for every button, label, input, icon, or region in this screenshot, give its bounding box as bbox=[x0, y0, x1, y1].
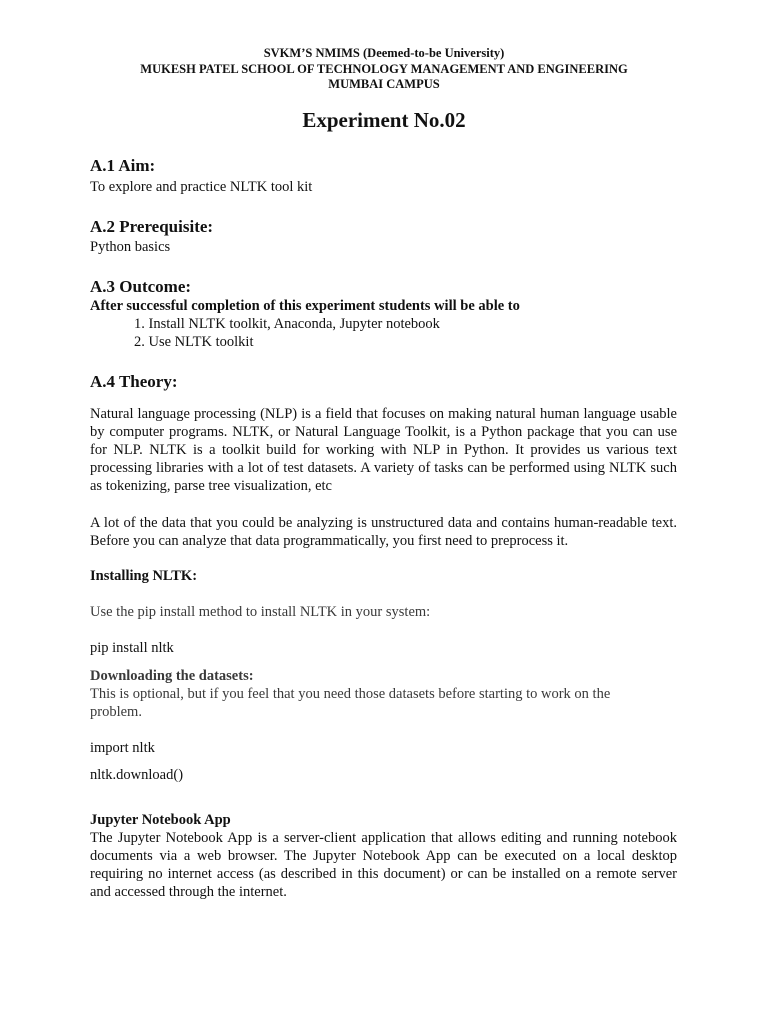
theory-paragraph-1: Natural language processing (NLP) is a field that focuses on making natural human language usable by computer programs. NLTK, or Natural Language Toolkit, is a Python package that you can use for NLP. NLTK is a toolkit build for working with NLP in Python. It provides us various text processing libraries with a lot of test datasets. A variety of tasks can be performed using NLTK such as tokenizing, parse tree visualization, etc bbox=[90, 406, 677, 494]
code-import: import nltk bbox=[90, 740, 155, 756]
installing-text: Use the pip install method to install NLTK in your system: bbox=[90, 604, 431, 620]
university-name: SVKM’S NMIMS (Deemed-to-be University) bbox=[263, 46, 505, 60]
page-title: Experiment No.02 bbox=[302, 108, 466, 132]
aim-text: To explore and practice NLTK tool kit bbox=[90, 179, 313, 195]
pip-command: pip install nltk bbox=[90, 640, 174, 656]
code-download: nltk.download() bbox=[90, 767, 184, 783]
downloading-text: This is optional, but if you feel that you need those datasets before starting to work on the problem. bbox=[90, 686, 611, 720]
outcome-item: 1. Install NLTK toolkit, Anaconda, Jupyter notebook bbox=[134, 316, 440, 332]
campus-name: MUMBAI CAMPUS bbox=[328, 77, 440, 91]
installing-heading: Installing NLTK: bbox=[90, 568, 198, 584]
school-name: MUKESH PATEL SCHOOL OF TECHNOLOGY MANAGEMENT AND ENGINEERING bbox=[140, 62, 628, 76]
prerequisite-heading: A.2 Prerequisite: bbox=[90, 217, 214, 236]
jupyter-text: The Jupyter Notebook App is a server-client application that allows editing and running notebook documents via a web browser. The Jupyter Notebook App can be executed on a local desktop requiring no internet access (as described in this document) or can be installed on a remote server and accessed through the internet. bbox=[90, 830, 677, 900]
downloading-heading: Downloading the datasets: bbox=[90, 668, 254, 684]
outcome-intro: After successful completion of this experiment students will be able to bbox=[90, 298, 520, 314]
jupyter-heading: Jupyter Notebook App bbox=[90, 812, 231, 828]
theory-paragraph-2: A lot of the data that you could be analyzing is unstructured data and contains human-readable text. Before you can analyze that data programmatically, you first need to preprocess it. bbox=[90, 515, 677, 549]
theory-heading: A.4 Theory: bbox=[90, 372, 178, 391]
aim-heading: A.1 Aim: bbox=[90, 156, 156, 175]
outcome-item: 2. Use NLTK toolkit bbox=[134, 334, 254, 350]
prerequisite-text: Python basics bbox=[90, 239, 171, 255]
outcome-heading: A.3 Outcome: bbox=[90, 277, 192, 296]
